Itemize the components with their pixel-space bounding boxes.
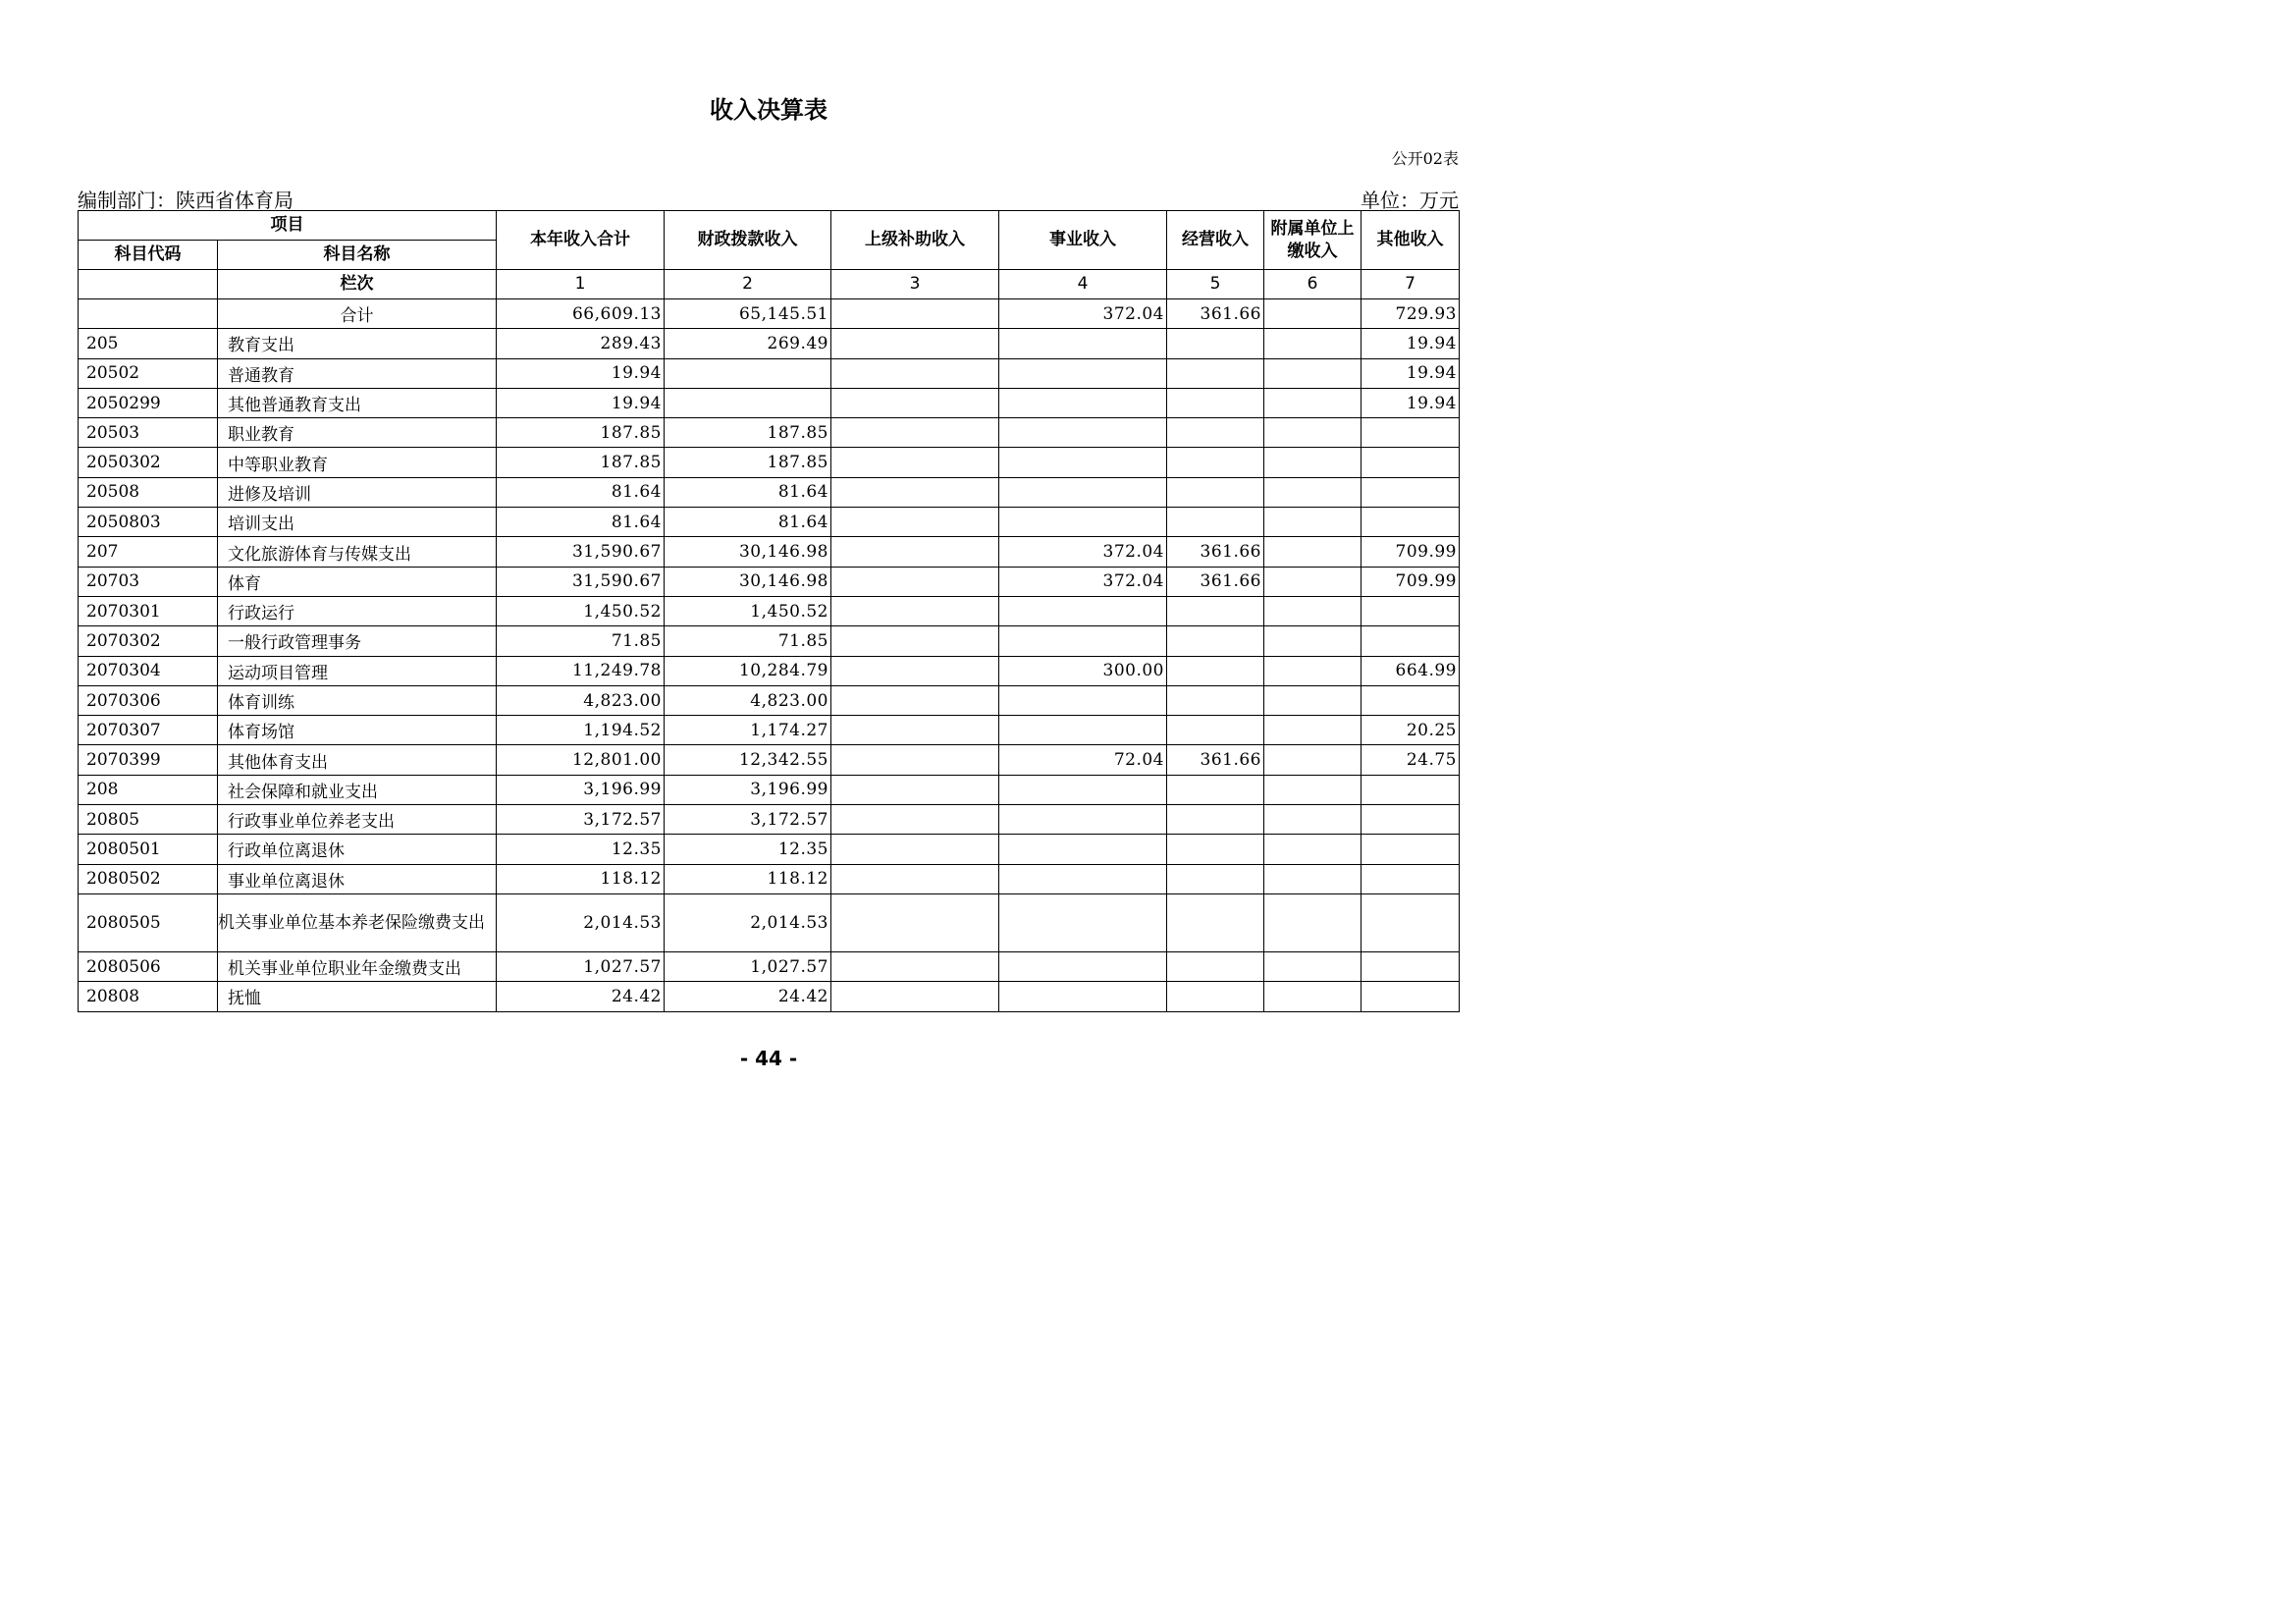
amount-cell [1264,685,1362,715]
amount-cell [1264,448,1362,477]
total-value [831,299,999,329]
subject-name: 运动项目管理 [218,656,497,685]
amount-cell [1167,951,1264,981]
subject-code: 2070307 [79,716,218,745]
amount-cell [831,982,999,1011]
amount-cell [999,418,1167,448]
amount-cell: 1,174.27 [665,716,831,745]
amount-cell [1264,835,1362,864]
amount-cell [1167,716,1264,745]
amount-cell [1264,805,1362,835]
page-title: 收入决算表 [710,96,828,124]
header-col5: 经营收入 [1167,211,1264,270]
table-row [79,567,1460,596]
amount-cell [1362,835,1460,864]
amount-cell [999,775,1167,804]
subject-name: 事业单位离退休 [218,864,497,893]
subject-code: 20503 [79,418,218,448]
amount-cell: 19.94 [1362,358,1460,388]
header-name: 科目名称 [218,241,497,270]
amount-cell: 709.99 [1362,567,1460,596]
subject-name: 教育支出 [218,329,497,358]
amount-cell [831,596,999,625]
amount-cell [999,982,1167,1011]
amount-cell [999,477,1167,507]
amount-cell: 1,450.52 [497,596,665,625]
amount-cell [999,685,1167,715]
amount-cell [1362,477,1460,507]
amount-cell [1167,864,1264,893]
table-row [79,745,1460,775]
amount-cell: 2,014.53 [665,893,831,951]
amount-cell [831,567,999,596]
amount-cell: 71.85 [665,626,831,656]
amount-cell [999,626,1167,656]
amount-cell: 31,590.67 [497,537,665,567]
amount-cell [1362,418,1460,448]
total-value: 66,609.13 [497,299,665,329]
subject-code: 2070301 [79,596,218,625]
amount-cell [831,448,999,477]
subject-code: 2050803 [79,508,218,537]
amount-cell [999,508,1167,537]
amount-cell [1264,775,1362,804]
amount-cell [1264,951,1362,981]
index-num: 6 [1264,270,1362,299]
subject-name: 行政事业单位养老支出 [218,805,497,835]
amount-cell: 2,014.53 [497,893,665,951]
amount-cell: 81.64 [665,477,831,507]
total-value: 65,145.51 [665,299,831,329]
amount-cell: 31,590.67 [497,567,665,596]
subject-name: 进修及培训 [218,477,497,507]
total-value: 372.04 [999,299,1167,329]
amount-cell: 24.75 [1362,745,1460,775]
amount-cell: 19.94 [497,358,665,388]
subject-name: 行政单位离退休 [218,835,497,864]
subject-name: 机关事业单位职业年金缴费支出 [218,951,497,981]
subject-code: 20502 [79,358,218,388]
amount-cell: 10,284.79 [665,656,831,685]
amount-cell [1264,716,1362,745]
subject-code: 2080505 [79,893,218,951]
amount-cell [831,805,999,835]
amount-cell [1167,508,1264,537]
subject-name: 其他体育支出 [218,745,497,775]
amount-cell: 81.64 [665,508,831,537]
amount-cell [999,864,1167,893]
amount-cell [999,448,1167,477]
table-row [79,893,1460,951]
amount-cell: 361.66 [1167,567,1264,596]
amount-cell: 118.12 [497,864,665,893]
amount-cell [831,951,999,981]
amount-cell: 3,172.57 [665,805,831,835]
amount-cell [999,329,1167,358]
amount-cell [1264,626,1362,656]
amount-cell [831,656,999,685]
amount-cell: 709.99 [1362,537,1460,567]
amount-cell: 4,823.00 [497,685,665,715]
amount-cell [1167,477,1264,507]
amount-cell: 372.04 [999,537,1167,567]
subject-code: 2050302 [79,448,218,477]
subject-code: 2070399 [79,745,218,775]
header-col7: 其他收入 [1362,211,1460,270]
amount-cell: 269.49 [665,329,831,358]
amount-cell [831,358,999,388]
amount-cell [999,358,1167,388]
amount-cell [831,329,999,358]
amount-cell [831,537,999,567]
total-code-cell [79,299,218,329]
subject-code: 20703 [79,567,218,596]
index-num: 1 [497,270,665,299]
amount-cell: 1,194.52 [497,716,665,745]
index-num: 3 [831,270,999,299]
subject-name: 体育 [218,567,497,596]
index-num: 2 [665,270,831,299]
amount-cell [1264,418,1362,448]
amount-cell [1362,951,1460,981]
subject-name: 体育训练 [218,685,497,715]
table-row [79,656,1460,685]
amount-cell: 30,146.98 [665,567,831,596]
table-row [79,685,1460,715]
amount-cell: 81.64 [497,477,665,507]
subject-code: 2050299 [79,388,218,417]
header-col3: 上级补助收入 [831,211,999,270]
amount-cell: 3,196.99 [497,775,665,804]
amount-cell [1167,982,1264,1011]
amount-cell [1167,685,1264,715]
amount-cell [1264,388,1362,417]
amount-cell [1167,835,1264,864]
amount-cell [999,388,1167,417]
amount-cell [1167,448,1264,477]
total-value [1264,299,1362,329]
table-row [79,388,1460,417]
form-number: 公开02表 [1391,149,1459,168]
amount-cell [1167,626,1264,656]
amount-cell: 187.85 [497,448,665,477]
subject-code: 207 [79,537,218,567]
amount-cell [1167,418,1264,448]
amount-cell [831,745,999,775]
subject-name: 行政运行 [218,596,497,625]
amount-cell [1264,358,1362,388]
amount-cell [1264,596,1362,625]
index-blank [79,270,218,299]
subject-code: 2080501 [79,835,218,864]
subject-name: 培训支出 [218,508,497,537]
amount-cell [1362,893,1460,951]
subject-name: 职业教育 [218,418,497,448]
page-number: - 44 - [739,1047,798,1070]
amount-cell: 11,249.78 [497,656,665,685]
subject-code: 20808 [79,982,218,1011]
header-col1: 本年收入合计 [497,211,665,270]
amount-cell: 4,823.00 [665,685,831,715]
amount-cell [999,596,1167,625]
subject-name: 社会保障和就业支出 [218,775,497,804]
table-row [79,596,1460,625]
amount-cell [831,508,999,537]
amount-cell [1167,358,1264,388]
amount-cell [1264,656,1362,685]
amount-cell: 20.25 [1362,716,1460,745]
amount-cell: 12.35 [497,835,665,864]
table-row [79,775,1460,804]
amount-cell: 187.85 [497,418,665,448]
total-value: 361.66 [1167,299,1264,329]
table-row [79,448,1460,477]
amount-cell [831,626,999,656]
amount-cell [831,835,999,864]
amount-cell [1264,537,1362,567]
amount-cell [1264,893,1362,951]
table-row [79,508,1460,537]
table-row [79,982,1460,1011]
amount-cell [1264,745,1362,775]
amount-cell [999,835,1167,864]
amount-cell: 300.00 [999,656,1167,685]
amount-cell [831,864,999,893]
amount-cell [1362,864,1460,893]
table-row [79,835,1460,864]
amount-cell [999,893,1167,951]
amount-cell [831,388,999,417]
amount-cell: 289.43 [497,329,665,358]
amount-cell: 187.85 [665,448,831,477]
amount-cell: 12,342.55 [665,745,831,775]
amount-cell: 81.64 [497,508,665,537]
subject-code: 205 [79,329,218,358]
subject-name: 体育场馆 [218,716,497,745]
subject-name: 一般行政管理事务 [218,626,497,656]
header-row-1 [79,211,1460,241]
amount-cell: 664.99 [1362,656,1460,685]
subject-name: 普通教育 [218,358,497,388]
subject-code: 20805 [79,805,218,835]
subject-name: 其他普通教育支出 [218,388,497,417]
amount-cell: 1,027.57 [497,951,665,981]
subject-name: 中等职业教育 [218,448,497,477]
department-label: 编制部门：陕西省体育局 [78,189,294,212]
amount-cell [1167,329,1264,358]
amount-cell: 72.04 [999,745,1167,775]
amount-cell: 19.94 [497,388,665,417]
subject-code: 208 [79,775,218,804]
header-code: 科目代码 [79,241,218,270]
header-project: 项目 [79,211,497,241]
amount-cell [1167,388,1264,417]
subject-code: 2070302 [79,626,218,656]
amount-cell [1264,329,1362,358]
amount-cell [831,775,999,804]
amount-cell: 19.94 [1362,329,1460,358]
total-label: 合计 [218,299,497,329]
amount-cell: 118.12 [665,864,831,893]
total-value: 729.93 [1362,299,1460,329]
amount-cell [999,951,1167,981]
amount-cell [1362,626,1460,656]
amount-cell [1362,685,1460,715]
header-col4: 事业收入 [999,211,1167,270]
income-table [78,210,1460,1012]
header-col6: 附属单位上缴收入 [1264,211,1362,270]
amount-cell: 361.66 [1167,537,1264,567]
table-row [79,805,1460,835]
amount-cell [1362,448,1460,477]
amount-cell [1167,893,1264,951]
amount-cell [1264,508,1362,537]
index-num: 5 [1167,270,1264,299]
index-label: 栏次 [218,270,497,299]
amount-cell [1167,596,1264,625]
amount-cell [999,805,1167,835]
subject-code: 20508 [79,477,218,507]
amount-cell: 19.94 [1362,388,1460,417]
header-col2: 财政拨款收入 [665,211,831,270]
amount-cell [831,893,999,951]
amount-cell [1167,775,1264,804]
amount-cell: 361.66 [1167,745,1264,775]
amount-cell [831,477,999,507]
amount-cell: 30,146.98 [665,537,831,567]
subject-name: 抚恤 [218,982,497,1011]
index-num: 4 [999,270,1167,299]
table-row [79,358,1460,388]
amount-cell: 187.85 [665,418,831,448]
amount-cell [831,685,999,715]
subject-name: 文化旅游体育与传媒支出 [218,537,497,567]
amount-cell: 71.85 [497,626,665,656]
amount-cell: 24.42 [665,982,831,1011]
table-row [79,864,1460,893]
amount-cell: 1,027.57 [665,951,831,981]
amount-cell: 1,450.52 [665,596,831,625]
subject-code: 2080502 [79,864,218,893]
amount-cell [1264,567,1362,596]
amount-cell [1167,805,1264,835]
index-num: 7 [1362,270,1460,299]
amount-cell [1264,982,1362,1011]
amount-cell: 372.04 [999,567,1167,596]
table-row [79,951,1460,981]
subject-code: 2070304 [79,656,218,685]
amount-cell [1264,864,1362,893]
amount-cell [1362,596,1460,625]
amount-cell [831,716,999,745]
amount-cell [1362,805,1460,835]
amount-cell [1167,656,1264,685]
subject-name: 机关事业单位基本养老保险缴费支出 [218,893,497,951]
amount-cell [831,418,999,448]
table-row [79,477,1460,507]
table-row [79,418,1460,448]
amount-cell: 12,801.00 [497,745,665,775]
amount-cell: 3,196.99 [665,775,831,804]
amount-cell [665,388,831,417]
total-row [79,299,1460,329]
amount-cell: 12.35 [665,835,831,864]
subject-code: 2070306 [79,685,218,715]
unit-label: 单位：万元 [1361,189,1459,212]
amount-cell: 3,172.57 [497,805,665,835]
amount-cell [999,716,1167,745]
subject-code: 2080506 [79,951,218,981]
table-row [79,537,1460,567]
table-row [79,716,1460,745]
amount-cell: 24.42 [497,982,665,1011]
table-row [79,329,1460,358]
amount-cell [1264,477,1362,507]
amount-cell [1362,982,1460,1011]
amount-cell [1362,508,1460,537]
index-row [79,270,1460,299]
amount-cell [665,358,831,388]
table-row [79,626,1460,656]
amount-cell [1362,775,1460,804]
